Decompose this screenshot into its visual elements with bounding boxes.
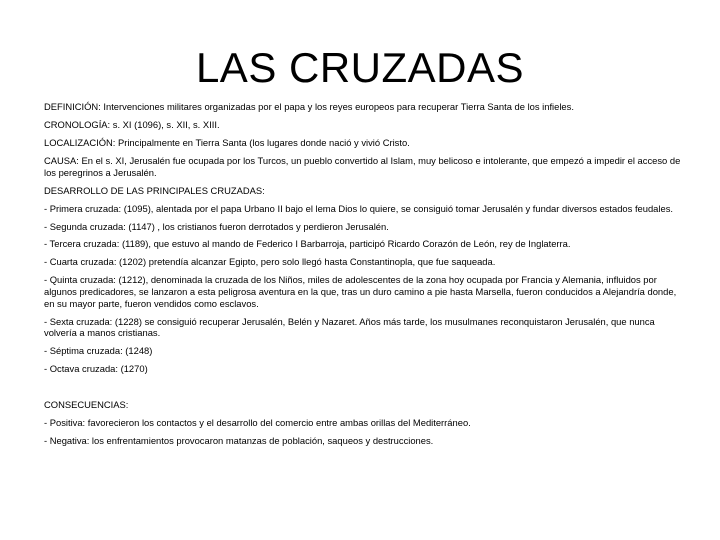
cause-paragraph: CAUSA: En el s. XI, Jerusalén fue ocupada por los Turcos, un pueblo convertido al Islam, muy belicoso e intolerante, que empezó a impedir el acceso de los peregrinos a Jerusalén. xyxy=(44,154,681,178)
crusade-item-1: - Primera cruzada: (1095), alentada por el papa Urbano II bajo el lema Dios lo quiere, se consiguió tomar Jerusalén y fundar diversos estados feudales. xyxy=(44,202,673,214)
crusade-item-6: - Sexta cruzada: (1228) se consiguió recuperar Jerusalén, Belén y Nazaret. Años más tarde, los musulmanes reconquistaron Jerusalén, que nunca volvería a manos cristianas. xyxy=(44,315,655,339)
location-paragraph: LOCALIZACIÓN: Principalmente en Tierra Santa (los lugares donde nació y vivió Cristo. xyxy=(44,136,410,148)
chronology-paragraph: CRONOLOGÍA: s. XI (1096), s. XII, s. XIII. xyxy=(44,118,220,130)
spacer xyxy=(44,381,684,399)
consequences-heading: CONSECUENCIAS: xyxy=(44,399,129,411)
development-heading: DESARROLLO DE LAS PRINCIPALES CRUZADAS: xyxy=(44,184,265,196)
consequence-positive: - Positiva: favorecieron los contactos y el desarrollo del comercio entre ambas orillas del Mediterráneo. xyxy=(44,417,471,429)
crusade-item-8: - Octava cruzada: (1270) xyxy=(44,363,148,375)
slide-body xyxy=(44,101,684,453)
crusade-item-3: - Tercera cruzada: (1189), que estuvo al mando de Federico I Barbarroja, participó Ricardo Corazón de León, rey de Inglaterra. xyxy=(44,238,571,250)
crusade-item-7: - Séptima cruzada: (1248) xyxy=(44,345,153,357)
crusade-item-4: - Cuarta cruzada: (1202) pretendía alcanzar Egipto, pero solo llegó hasta Constantinopla, que fue saqueada. xyxy=(44,256,496,268)
crusade-item-5: - Quinta cruzada: (1212), denominada la cruzada de los Niños, miles de adolescentes de la zona hoy ocupada por Francia y Alemania, influidos por algunos predicadores, se lanzaron a esta peligrosa aventura en la que, tras un duro camino a pie hasta Marsella, fueron conducidos a Alejandría donde, en su mayor parte, fueron vendidos como esclavos. xyxy=(44,274,677,309)
crusade-item-2: - Segunda cruzada: (1147) , los cristianos fueron derrotados y perdieron Jerusalén. xyxy=(44,220,389,232)
consequence-negative: - Negativa: los enfrentamientos provocaron matanzas de población, saqueos y destrucciones. xyxy=(44,435,434,447)
definition-paragraph: DEFINICIÓN: Intervenciones militares organizadas por el papa y los reyes europeos para recuperar Tierra Santa de los infieles. xyxy=(44,101,574,112)
slide-title: LAS CRUZADAS xyxy=(195,44,525,91)
